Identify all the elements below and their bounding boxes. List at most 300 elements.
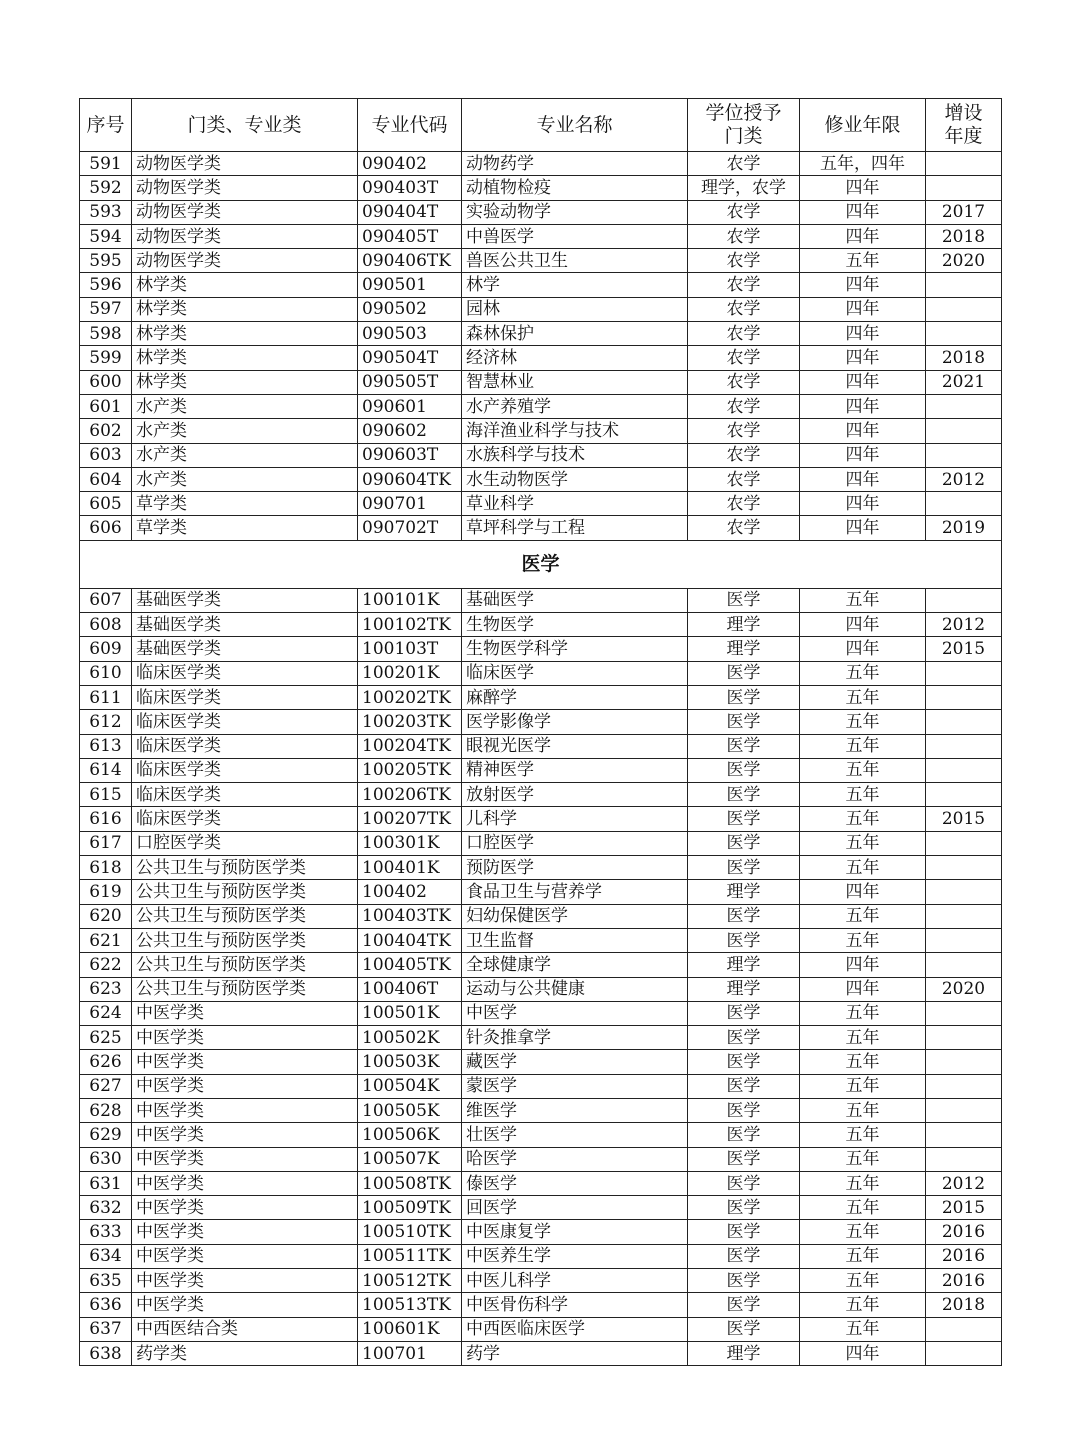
- cell-category: 中医学类: [132, 1050, 358, 1074]
- cell-name: 林学: [462, 273, 688, 297]
- cell-code: 090604TK: [358, 467, 462, 491]
- cell-category: 公共卫生与预防医学类: [132, 856, 358, 880]
- table-row: [80, 928, 1002, 952]
- table-row: [80, 880, 1002, 904]
- cell-seq: 633: [80, 1220, 132, 1244]
- cell-name: 放射医学: [462, 783, 688, 807]
- cell-category: 临床医学类: [132, 807, 358, 831]
- cell-code: 090404T: [358, 200, 462, 224]
- cell-name: 医学影像学: [462, 710, 688, 734]
- cell-degree: 农学: [688, 443, 800, 467]
- cell-years: 四年: [800, 419, 926, 443]
- cell-degree: 理学: [688, 953, 800, 977]
- cell-added: [926, 1341, 1002, 1365]
- cell-degree: 医学: [688, 588, 800, 612]
- cell-name: 生物医学科学: [462, 637, 688, 661]
- cell-years: 五年: [800, 710, 926, 734]
- cell-category: 中医学类: [132, 1098, 358, 1122]
- cell-degree: 农学: [688, 249, 800, 273]
- cell-name: 智慧林业: [462, 370, 688, 394]
- cell-code: 090503: [358, 322, 462, 346]
- cell-years: 四年: [800, 637, 926, 661]
- cell-degree: 医学: [688, 685, 800, 709]
- cell-added: [926, 297, 1002, 321]
- cell-name: 哈医学: [462, 1147, 688, 1171]
- cell-degree: 农学: [688, 346, 800, 370]
- section-title: 医学: [80, 540, 1002, 588]
- cell-category: 临床医学类: [132, 734, 358, 758]
- cell-seq: 604: [80, 467, 132, 491]
- cell-code: 100401K: [358, 856, 462, 880]
- cell-category: 中医学类: [132, 1123, 358, 1147]
- table-row: [80, 856, 1002, 880]
- cell-code: 090505T: [358, 370, 462, 394]
- cell-seq: 625: [80, 1026, 132, 1050]
- cell-degree: 农学: [688, 200, 800, 224]
- cell-added: [926, 176, 1002, 200]
- cell-seq: 637: [80, 1317, 132, 1341]
- cell-added: [926, 1050, 1002, 1074]
- cell-added: [926, 710, 1002, 734]
- cell-degree: 医学: [688, 1293, 800, 1317]
- cell-category: 药学类: [132, 1341, 358, 1365]
- table-row: [80, 419, 1002, 443]
- cell-added: 2016: [926, 1244, 1002, 1268]
- table-row: [80, 297, 1002, 321]
- table-row: [80, 1123, 1002, 1147]
- cell-seq: 622: [80, 953, 132, 977]
- cell-category: 动物医学类: [132, 176, 358, 200]
- cell-years: 五年: [800, 1123, 926, 1147]
- cell-name: 经济林: [462, 346, 688, 370]
- cell-seq: 595: [80, 249, 132, 273]
- cell-name: 口腔医学: [462, 831, 688, 855]
- cell-name: 眼视光医学: [462, 734, 688, 758]
- cell-years: 五年: [800, 1026, 926, 1050]
- table-row: [80, 322, 1002, 346]
- cell-seq: 612: [80, 710, 132, 734]
- cell-degree: 医学: [688, 831, 800, 855]
- cell-code: 100701: [358, 1341, 462, 1365]
- cell-name: 中医骨伤科学: [462, 1293, 688, 1317]
- cell-years: 五年，四年: [800, 152, 926, 176]
- table-row: [80, 467, 1002, 491]
- cell-degree: 医学: [688, 1196, 800, 1220]
- cell-degree: 农学: [688, 467, 800, 491]
- cell-years: 五年: [800, 685, 926, 709]
- table-row: [80, 1098, 1002, 1122]
- cell-degree: 理学: [688, 880, 800, 904]
- cell-added: [926, 152, 1002, 176]
- cell-code: 100201K: [358, 661, 462, 685]
- cell-category: 林学类: [132, 297, 358, 321]
- cell-code: 100508TK: [358, 1171, 462, 1195]
- cell-code: 100205TK: [358, 758, 462, 782]
- cell-code: 090701: [358, 492, 462, 516]
- table-row: [80, 1171, 1002, 1195]
- cell-years: 五年: [800, 1171, 926, 1195]
- cell-category: 中医学类: [132, 1196, 358, 1220]
- cell-added: [926, 1147, 1002, 1171]
- cell-years: 四年: [800, 880, 926, 904]
- cell-category: 临床医学类: [132, 710, 358, 734]
- cell-category: 林学类: [132, 370, 358, 394]
- cell-degree: 农学: [688, 322, 800, 346]
- cell-code: 100513TK: [358, 1293, 462, 1317]
- cell-degree: 医学: [688, 1098, 800, 1122]
- header-degree: 学位授予 门类: [688, 99, 800, 152]
- cell-name: 运动与公共健康: [462, 977, 688, 1001]
- table-row: [80, 346, 1002, 370]
- cell-category: 临床医学类: [132, 758, 358, 782]
- cell-added: [926, 953, 1002, 977]
- cell-degree: 医学: [688, 1171, 800, 1195]
- cell-seq: 621: [80, 928, 132, 952]
- majors-table: [79, 98, 1002, 1366]
- cell-degree: 医学: [688, 1123, 800, 1147]
- cell-category: 水产类: [132, 419, 358, 443]
- cell-name: 卫生监督: [462, 928, 688, 952]
- cell-category: 林学类: [132, 346, 358, 370]
- cell-seq: 600: [80, 370, 132, 394]
- cell-degree: 医学: [688, 783, 800, 807]
- cell-name: 壮医学: [462, 1123, 688, 1147]
- cell-name: 药学: [462, 1341, 688, 1365]
- cell-years: 四年: [800, 977, 926, 1001]
- cell-seq: 630: [80, 1147, 132, 1171]
- cell-degree: 农学: [688, 516, 800, 540]
- cell-years: 五年: [800, 1317, 926, 1341]
- cell-code: 090501: [358, 273, 462, 297]
- cell-degree: 医学: [688, 1269, 800, 1293]
- cell-seq: 601: [80, 394, 132, 418]
- cell-category: 公共卫生与预防医学类: [132, 928, 358, 952]
- table-row: [80, 200, 1002, 224]
- cell-added: [926, 831, 1002, 855]
- cell-seq: 606: [80, 516, 132, 540]
- table-row: [80, 953, 1002, 977]
- cell-degree: 理学: [688, 1341, 800, 1365]
- cell-years: 四年: [800, 492, 926, 516]
- cell-name: 兽医公共卫生: [462, 249, 688, 273]
- cell-degree: 医学: [688, 1147, 800, 1171]
- table-row: [80, 443, 1002, 467]
- cell-degree: 理学: [688, 977, 800, 1001]
- cell-code: 100501K: [358, 1001, 462, 1025]
- cell-seq: 638: [80, 1341, 132, 1365]
- cell-seq: 594: [80, 224, 132, 248]
- cell-category: 中医学类: [132, 1147, 358, 1171]
- cell-years: 四年: [800, 200, 926, 224]
- table-row: [80, 710, 1002, 734]
- cell-code: 100203TK: [358, 710, 462, 734]
- table-row: [80, 831, 1002, 855]
- cell-code: 100101K: [358, 588, 462, 612]
- cell-added: [926, 1317, 1002, 1341]
- cell-seq: 615: [80, 783, 132, 807]
- table-row: [80, 1269, 1002, 1293]
- cell-seq: 608: [80, 613, 132, 637]
- cell-added: [926, 904, 1002, 928]
- cell-code: 090504T: [358, 346, 462, 370]
- cell-code: 100402: [358, 880, 462, 904]
- cell-code: 090702T: [358, 516, 462, 540]
- cell-name: 动物药学: [462, 152, 688, 176]
- table-row: [80, 152, 1002, 176]
- cell-name: 动植物检疫: [462, 176, 688, 200]
- cell-category: 动物医学类: [132, 249, 358, 273]
- cell-category: 中医学类: [132, 1244, 358, 1268]
- cell-category: 基础医学类: [132, 588, 358, 612]
- cell-code: 100103T: [358, 637, 462, 661]
- cell-category: 林学类: [132, 273, 358, 297]
- cell-years: 四年: [800, 394, 926, 418]
- cell-category: 林学类: [132, 322, 358, 346]
- cell-code: 100406T: [358, 977, 462, 1001]
- cell-added: [926, 685, 1002, 709]
- cell-name: 中医学: [462, 1001, 688, 1025]
- cell-seq: 618: [80, 856, 132, 880]
- cell-name: 藏医学: [462, 1050, 688, 1074]
- cell-code: 090405T: [358, 224, 462, 248]
- table-body-medicine: [80, 588, 1002, 1366]
- cell-code: 100511TK: [358, 1244, 462, 1268]
- cell-years: 五年: [800, 1001, 926, 1025]
- cell-code: 100301K: [358, 831, 462, 855]
- cell-name: 中兽医学: [462, 224, 688, 248]
- cell-years: 五年: [800, 1293, 926, 1317]
- header-name: 专业名称: [462, 99, 688, 152]
- cell-code: 100403TK: [358, 904, 462, 928]
- cell-category: 中西医结合类: [132, 1317, 358, 1341]
- cell-degree: 医学: [688, 856, 800, 880]
- header-years: 修业年限: [800, 99, 926, 152]
- header-added: 增设 年度: [926, 99, 1002, 152]
- cell-code: 100506K: [358, 1123, 462, 1147]
- header-code: 专业代码: [358, 99, 462, 152]
- table-row: [80, 807, 1002, 831]
- cell-code: 100207TK: [358, 807, 462, 831]
- cell-code: 090402: [358, 152, 462, 176]
- cell-code: 100204TK: [358, 734, 462, 758]
- cell-seq: 619: [80, 880, 132, 904]
- cell-years: 四年: [800, 516, 926, 540]
- cell-added: [926, 1001, 1002, 1025]
- cell-seq: 610: [80, 661, 132, 685]
- cell-added: 2015: [926, 807, 1002, 831]
- table-row: [80, 249, 1002, 273]
- cell-seq: 602: [80, 419, 132, 443]
- section-row: [80, 540, 1002, 588]
- cell-added: [926, 492, 1002, 516]
- cell-added: 2016: [926, 1269, 1002, 1293]
- cell-name: 食品卫生与营养学: [462, 880, 688, 904]
- cell-name: 海洋渔业科学与技术: [462, 419, 688, 443]
- cell-code: 100507K: [358, 1147, 462, 1171]
- cell-added: 2012: [926, 467, 1002, 491]
- cell-seq: 591: [80, 152, 132, 176]
- table-row: [80, 613, 1002, 637]
- cell-category: 水产类: [132, 467, 358, 491]
- cell-years: 四年: [800, 322, 926, 346]
- cell-name: 儿科学: [462, 807, 688, 831]
- cell-code: 090403T: [358, 176, 462, 200]
- cell-name: 生物医学: [462, 613, 688, 637]
- table-row: [80, 1074, 1002, 1098]
- cell-seq: 623: [80, 977, 132, 1001]
- cell-name: 傣医学: [462, 1171, 688, 1195]
- cell-code: 090502: [358, 297, 462, 321]
- cell-seq: 596: [80, 273, 132, 297]
- cell-degree: 理学，农学: [688, 176, 800, 200]
- section-medicine: [80, 540, 1002, 588]
- cell-seq: 632: [80, 1196, 132, 1220]
- table-row: [80, 1147, 1002, 1171]
- cell-degree: 医学: [688, 1317, 800, 1341]
- cell-degree: 理学: [688, 613, 800, 637]
- cell-years: 五年: [800, 1098, 926, 1122]
- cell-seq: 611: [80, 685, 132, 709]
- cell-added: [926, 758, 1002, 782]
- cell-category: 中医学类: [132, 1269, 358, 1293]
- cell-name: 水族科学与技术: [462, 443, 688, 467]
- cell-added: [926, 1098, 1002, 1122]
- cell-added: 2012: [926, 613, 1002, 637]
- cell-seq: 631: [80, 1171, 132, 1195]
- cell-added: 2021: [926, 370, 1002, 394]
- cell-name: 中医养生学: [462, 1244, 688, 1268]
- cell-degree: 医学: [688, 1026, 800, 1050]
- cell-degree: 农学: [688, 297, 800, 321]
- cell-code: 100512TK: [358, 1269, 462, 1293]
- cell-name: 中医康复学: [462, 1220, 688, 1244]
- cell-years: 五年: [800, 904, 926, 928]
- cell-category: 动物医学类: [132, 224, 358, 248]
- cell-name: 园林: [462, 297, 688, 321]
- cell-seq: 628: [80, 1098, 132, 1122]
- cell-code: 100206TK: [358, 783, 462, 807]
- cell-category: 公共卫生与预防医学类: [132, 904, 358, 928]
- cell-added: 2019: [926, 516, 1002, 540]
- cell-name: 妇幼保健医学: [462, 904, 688, 928]
- cell-seq: 617: [80, 831, 132, 855]
- cell-name: 针灸推拿学: [462, 1026, 688, 1050]
- cell-code: 100504K: [358, 1074, 462, 1098]
- cell-added: 2015: [926, 637, 1002, 661]
- cell-years: 五年: [800, 758, 926, 782]
- table-row: [80, 1317, 1002, 1341]
- cell-degree: 农学: [688, 419, 800, 443]
- table-row: [80, 1196, 1002, 1220]
- cell-name: 基础医学: [462, 588, 688, 612]
- table-row: [80, 1050, 1002, 1074]
- cell-seq: 607: [80, 588, 132, 612]
- cell-added: 2018: [926, 1293, 1002, 1317]
- cell-category: 水产类: [132, 443, 358, 467]
- table-row: [80, 734, 1002, 758]
- cell-years: 四年: [800, 176, 926, 200]
- cell-category: 公共卫生与预防医学类: [132, 953, 358, 977]
- cell-category: 公共卫生与预防医学类: [132, 977, 358, 1001]
- cell-added: 2017: [926, 200, 1002, 224]
- cell-degree: 农学: [688, 394, 800, 418]
- table-row: [80, 176, 1002, 200]
- cell-seq: 634: [80, 1244, 132, 1268]
- cell-seq: 614: [80, 758, 132, 782]
- cell-name: 预防医学: [462, 856, 688, 880]
- cell-degree: 医学: [688, 710, 800, 734]
- cell-category: 草学类: [132, 492, 358, 516]
- cell-category: 中医学类: [132, 1293, 358, 1317]
- cell-years: 五年: [800, 783, 926, 807]
- cell-name: 全球健康学: [462, 953, 688, 977]
- cell-degree: 医学: [688, 734, 800, 758]
- table-row: [80, 224, 1002, 248]
- cell-degree: 农学: [688, 224, 800, 248]
- cell-name: 草坪科学与工程: [462, 516, 688, 540]
- cell-category: 基础医学类: [132, 613, 358, 637]
- cell-name: 实验动物学: [462, 200, 688, 224]
- cell-years: 五年: [800, 1050, 926, 1074]
- cell-added: [926, 661, 1002, 685]
- cell-degree: 农学: [688, 152, 800, 176]
- table-header: [80, 99, 1002, 152]
- cell-seq: 629: [80, 1123, 132, 1147]
- table-row: [80, 783, 1002, 807]
- cell-years: 四年: [800, 953, 926, 977]
- cell-added: 2015: [926, 1196, 1002, 1220]
- table-row: [80, 661, 1002, 685]
- cell-name: 回医学: [462, 1196, 688, 1220]
- cell-added: [926, 443, 1002, 467]
- cell-code: 100502K: [358, 1026, 462, 1050]
- cell-added: [926, 734, 1002, 758]
- cell-added: [926, 856, 1002, 880]
- cell-years: 四年: [800, 467, 926, 491]
- cell-seq: 636: [80, 1293, 132, 1317]
- table-row: [80, 1220, 1002, 1244]
- cell-seq: 627: [80, 1074, 132, 1098]
- table-row: [80, 516, 1002, 540]
- cell-code: 090603T: [358, 443, 462, 467]
- cell-years: 五年: [800, 1196, 926, 1220]
- cell-added: [926, 419, 1002, 443]
- cell-seq: 626: [80, 1050, 132, 1074]
- cell-code: 100503K: [358, 1050, 462, 1074]
- cell-code: 100601K: [358, 1317, 462, 1341]
- cell-years: 五年: [800, 1147, 926, 1171]
- cell-seq: 597: [80, 297, 132, 321]
- cell-code: 090602: [358, 419, 462, 443]
- cell-name: 中西医临床医学: [462, 1317, 688, 1341]
- cell-years: 五年: [800, 1220, 926, 1244]
- cell-degree: 医学: [688, 1220, 800, 1244]
- table-row: [80, 492, 1002, 516]
- cell-name: 水生动物医学: [462, 467, 688, 491]
- cell-name: 维医学: [462, 1098, 688, 1122]
- table-row: [80, 370, 1002, 394]
- cell-category: 公共卫生与预防医学类: [132, 880, 358, 904]
- cell-years: 五年: [800, 1269, 926, 1293]
- table-row: [80, 637, 1002, 661]
- cell-years: 四年: [800, 370, 926, 394]
- cell-code: 100510TK: [358, 1220, 462, 1244]
- table-row: [80, 394, 1002, 418]
- cell-code: 100404TK: [358, 928, 462, 952]
- cell-code: 100505K: [358, 1098, 462, 1122]
- cell-category: 临床医学类: [132, 783, 358, 807]
- cell-category: 中医学类: [132, 1171, 358, 1195]
